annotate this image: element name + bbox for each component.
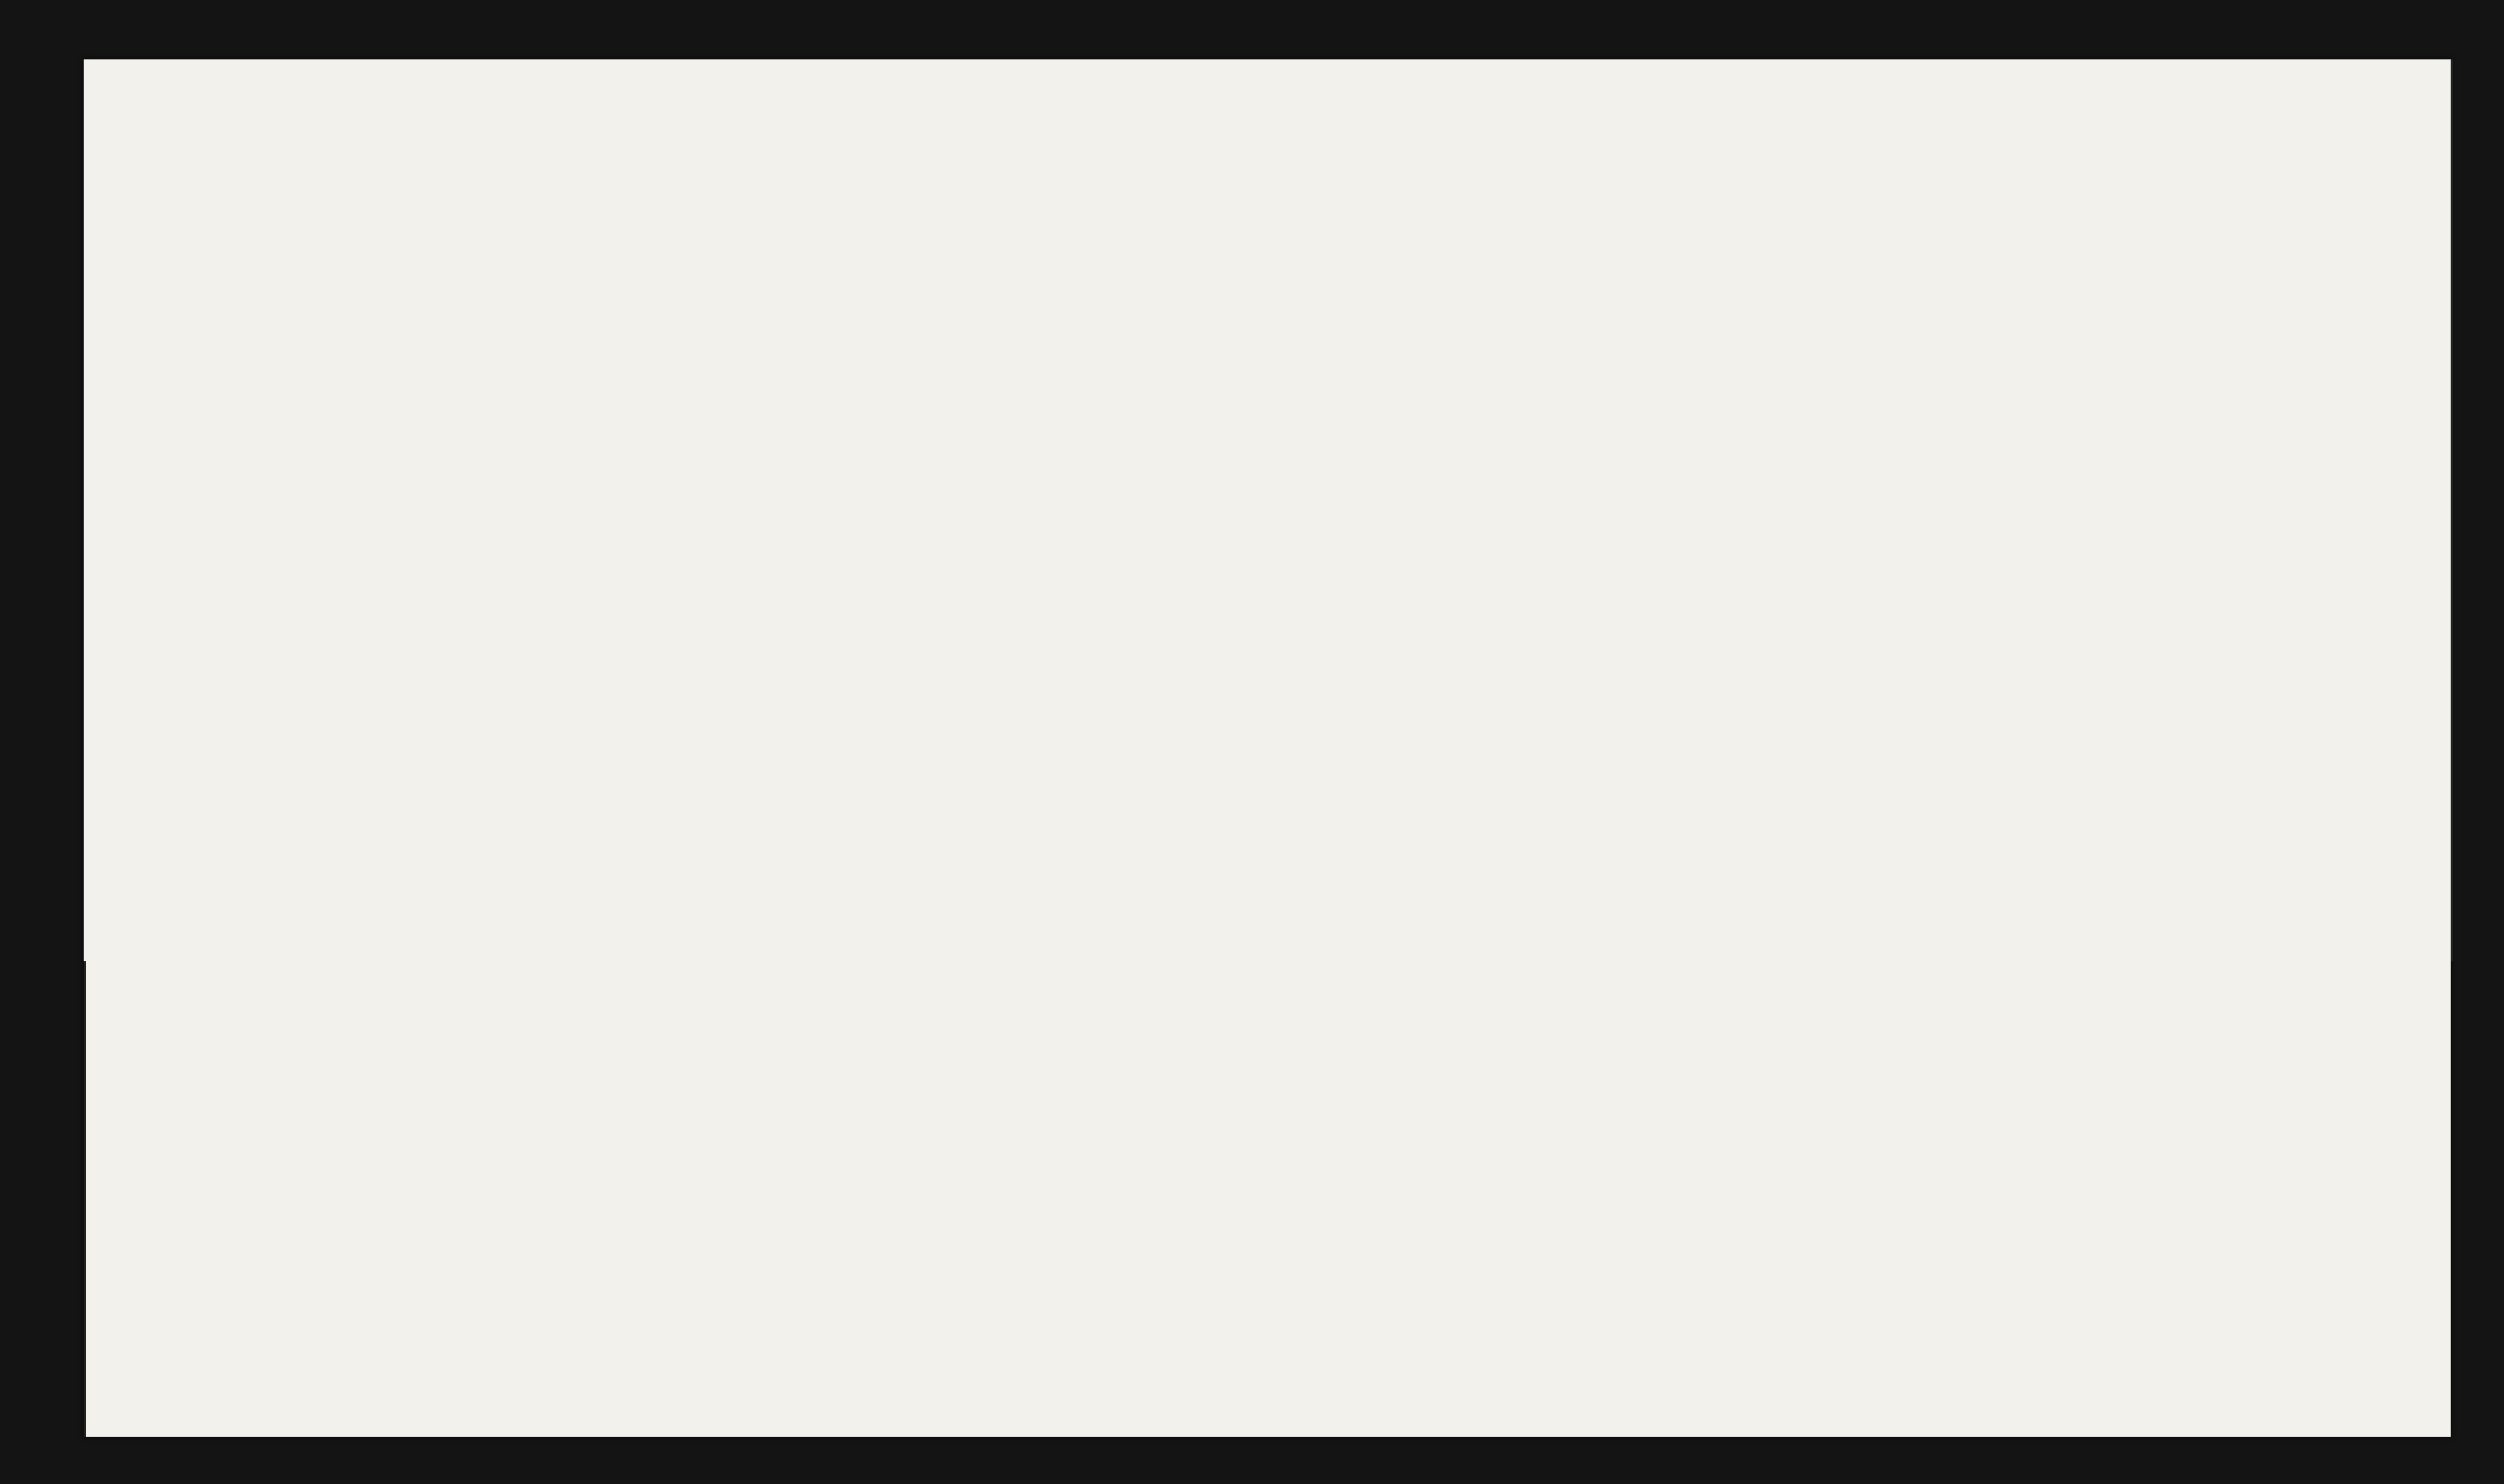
upper-section bbox=[99, 59, 2453, 961]
lease-table bbox=[84, 961, 2453, 1437]
census-card bbox=[84, 59, 2451, 1437]
